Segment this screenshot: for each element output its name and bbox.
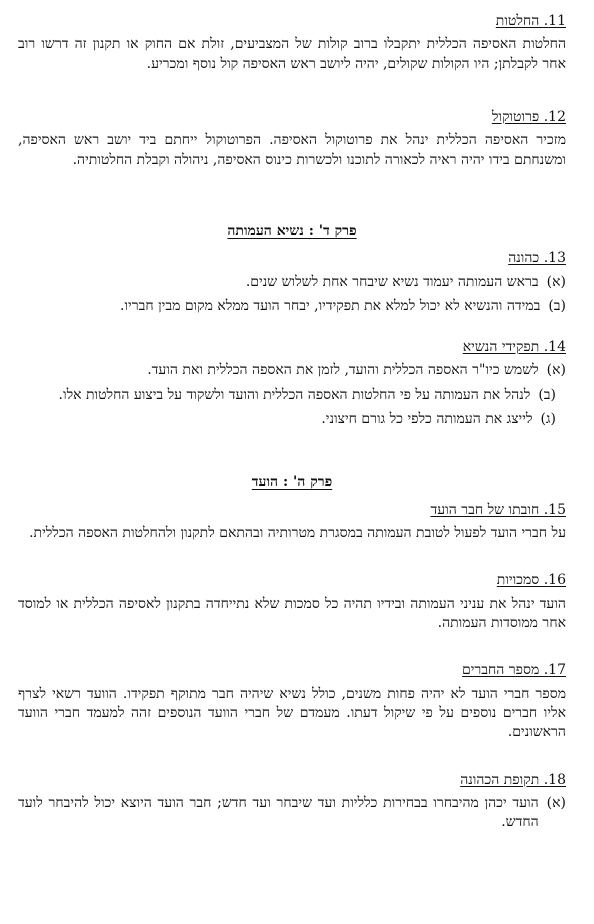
item-text: לייצג את העמותה כלפי כל גורם חיצוני. <box>321 411 533 428</box>
section-13-heading: 13. כהונה <box>508 250 566 267</box>
item-text: בראש העמותה יעמוד נשיא שיבחר אחת לשלוש שנים. <box>245 273 539 290</box>
section-14-president-duties <box>18 338 566 429</box>
section-11-text: החלטות האסיפה הכללית יתקבלו ברוב קולות של המצביעים, זולת אם החוק או תקנון זה דרשו רוב אחר לקבלתן; היו הקולות שקולים, יהיה ליושב ראש האסיפה קול נוסף ומכריע. <box>18 36 566 72</box>
section-16-heading: 16. סמכויות <box>496 572 566 589</box>
item-text: במידה והנשיא לא יכול למלא את תפקידיו, יבחר הועד ממלא מקום מבין חבריו. <box>120 297 541 314</box>
list-item <box>18 273 566 292</box>
item-text: הועד יכהן מהיבחרו בבחירות כלליות ועד שיבחר ועד חדש; חבר הועד היוצא יכול להיבחר לועד החדש. <box>18 794 539 831</box>
section-14-heading: 14. תפקידי הנשיא <box>462 339 566 356</box>
section-12-heading: 12. פרוטוקול <box>491 108 566 125</box>
item-marker: (א) <box>546 273 566 290</box>
section-18-heading: 18. תקופת הכהונה <box>460 771 566 788</box>
list-item <box>18 386 566 405</box>
list-item <box>18 794 566 833</box>
section-13-tenure <box>18 249 566 316</box>
section-12-text: מזכיר האסיפה הכללית ינהל את פרוטוקול האסיפה. הפרוטוקול ייחתם ביד יושב ראש האסיפה, ומשנחתם בידו יהיה ראיה לכאורה לתוכנו ולכשרות כינוס האסיפה, ניהולה וקבלת החלטותיה. <box>18 132 566 168</box>
section-11-heading: 11. החלטות <box>495 13 566 29</box>
section-18-list <box>18 794 566 833</box>
item-marker: (א) <box>546 794 566 811</box>
section-13-list <box>18 273 566 317</box>
section-15-board-member-duty <box>18 501 566 544</box>
list-item <box>18 410 566 429</box>
item-text: לשמש כיו"ר האספה הכללית והועד, לזמן את האספה הכללית ואת הועד. <box>147 362 539 379</box>
part-d-title: פרק ד' : נשיא העמותה <box>227 222 357 239</box>
section-18-term <box>18 771 566 833</box>
section-16-text: הועד ינהל את עניני העמותה ובידיו תהיה כל סמכות שלא נתייחדה בתקנון לאסיפה הכללית או למוסד אחר ממוסדות העמותה. <box>18 595 566 631</box>
section-12-protocol <box>18 108 566 170</box>
part-h-title: פרק ה' : הועד <box>251 474 333 491</box>
list-item <box>18 297 566 316</box>
section-15-heading: 15. חובתו של חבר הועד <box>430 501 566 518</box>
section-11-decisions <box>18 12 566 74</box>
item-marker: (ג) <box>540 411 556 428</box>
item-text: לנהל את העמותה על פי החלטות האספה הכללית והועד ולשקוד על ביצוע החלטות אלו. <box>58 386 531 403</box>
section-17-heading: 17. מספר החברים <box>461 662 566 679</box>
section-17-text: מספר חברי הועד לא יהיה פחות משנים, כולל נשיא שיהיה חבר מתוקף תפקידו. הוועד רשאי לצרף אליו חברים נוספים על פי שיקול דעתו. מעמדם של חברי הוועד הנוספים זהה למעמד חברי הוועד הראשונים. <box>18 685 566 741</box>
section-15-text: על חברי הועד לפעול לטובת העמותה במסגרת מטרותיה ובהתאם לתקנון ולהחלטות האספה הכללית. <box>29 525 566 541</box>
item-marker: (ב) <box>548 297 566 314</box>
section-16-authorities <box>18 571 566 633</box>
item-marker: (ב) <box>538 386 556 403</box>
section-14-list <box>18 361 566 429</box>
section-17-member-count <box>18 661 566 742</box>
item-marker: (א) <box>546 362 566 379</box>
list-item <box>18 361 566 380</box>
